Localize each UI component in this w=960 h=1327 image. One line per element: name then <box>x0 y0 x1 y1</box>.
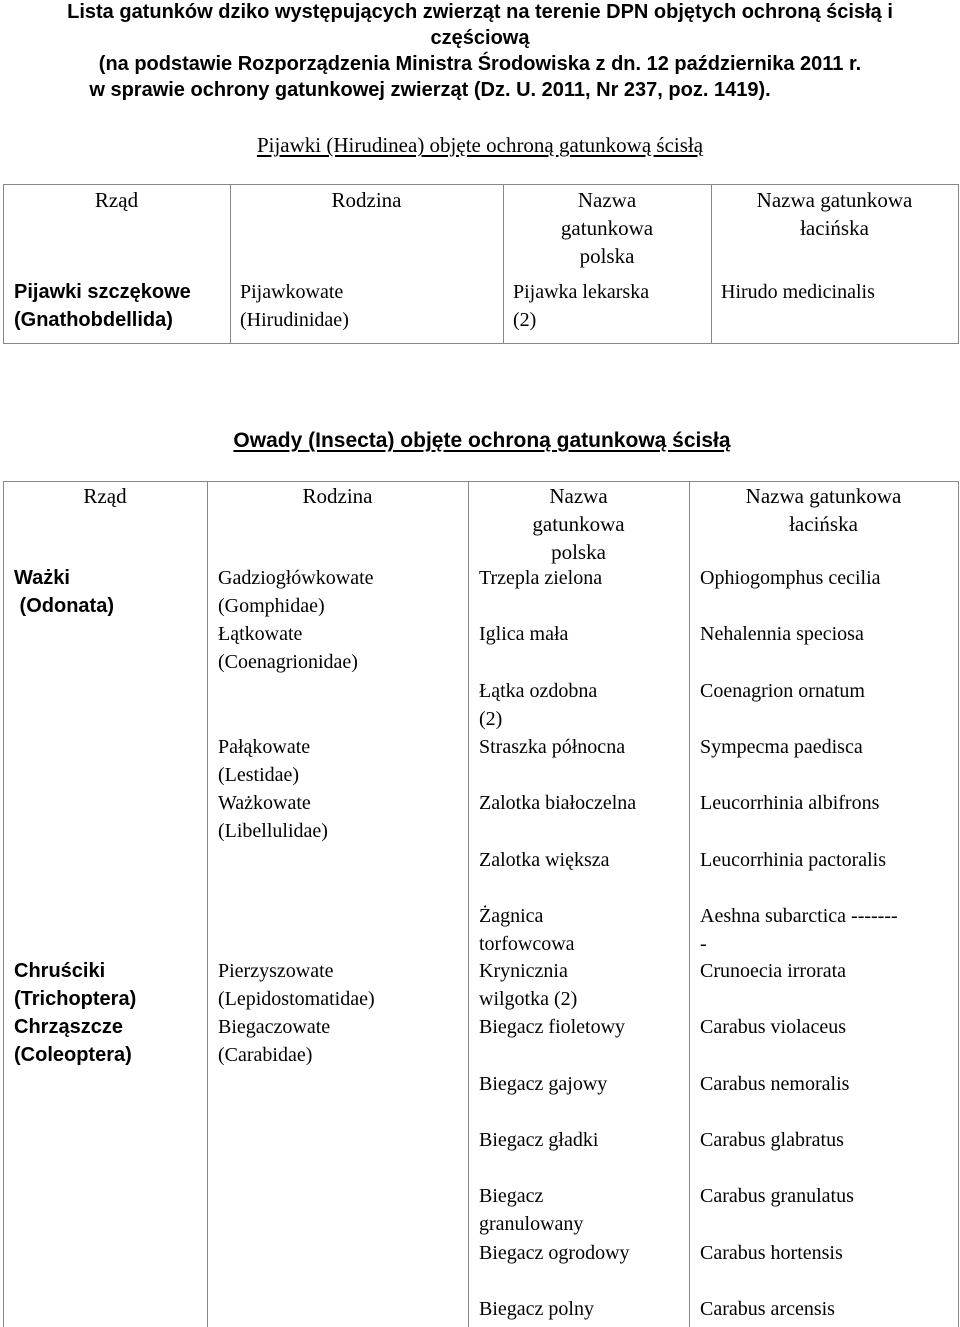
hirudinea-section-title: Pijawki (Hirudinea) objęte ochroną gatunkową ścisłą <box>256 133 704 157</box>
species-latin: Nehalennia speciosa <box>700 623 864 645</box>
species-polish: Biegacz fioletowy <box>479 1016 626 1038</box>
insecta-header-polish-1: Nazwa <box>549 484 608 508</box>
species-latin: Carabus hortensis <box>700 1242 843 1264</box>
species-latin: Carabus nemoralis <box>700 1073 850 1095</box>
family-libellulidae-1: Ważkowate <box>218 792 311 814</box>
species-polish: Biegacz polny <box>479 1298 594 1320</box>
insecta-header-latin-2: łacińska <box>789 512 858 536</box>
species-latin: Carabus granulatus <box>700 1185 854 1207</box>
hirudinea-header-latin-2: łacińska <box>800 216 869 240</box>
family-gomphidae-2: (Gomphidae) <box>218 595 325 617</box>
hirudinea-family-2: (Hirudinidae) <box>240 309 349 331</box>
species-latin: Leucorrhinia pactoralis <box>700 849 887 871</box>
hirudinea-polish-2: (2) <box>513 309 537 331</box>
hirudinea-latin: Hirudo medicinalis <box>721 281 875 303</box>
species-polish: Zalotka białoczelna <box>479 792 637 814</box>
family-lepidostomatidae-1: Pierzyszowate <box>218 960 334 982</box>
doc-title-line-2: częściową <box>430 27 530 49</box>
family-lestidae-2: (Lestidae) <box>218 764 300 786</box>
species-latin-2: - <box>700 933 707 955</box>
species-latin: Aeshna subarctica ------- <box>700 905 898 927</box>
insecta-header-order: Rząd <box>83 484 127 508</box>
species-latin: Leucorrhinia albifrons <box>700 792 880 814</box>
species-polish-2: torfowcowa <box>479 933 575 955</box>
hirudinea-header-polish-2: gatunkowa <box>560 216 654 240</box>
species-polish: Biegacz gładki <box>479 1129 599 1151</box>
hirudinea-order-1: Pijawki szczękowe <box>14 281 191 303</box>
insecta-header-latin-1: Nazwa gatunkowa <box>745 484 902 508</box>
species-polish-2: granulowany <box>479 1213 584 1235</box>
species-polish: Żagnica <box>479 905 544 927</box>
family-gomphidae-1: Gadziogłówkowate <box>218 567 374 589</box>
species-latin: Sympecma paedisca <box>700 736 863 758</box>
hirudinea-family-1: Pijawkowate <box>240 281 344 303</box>
hirudinea-header-polish-1: Nazwa <box>577 188 637 212</box>
insecta-order-trichoptera-2: (Trichoptera) <box>14 988 137 1010</box>
species-latin: Coenagrion ornatum <box>700 680 865 702</box>
doc-title-line-3: (na podstawie Rozporządzenia Ministra Środowiska z dn. 12 października 2011 r. <box>98 53 862 75</box>
family-coenagrionidae-2: (Coenagrionidae) <box>218 651 358 673</box>
hirudinea-header-latin-1: Nazwa gatunkowa <box>756 188 913 212</box>
species-polish: Krynicznia <box>479 960 568 982</box>
insecta-header-family: Rodzina <box>302 484 373 508</box>
species-polish: Zalotka większa <box>479 849 610 871</box>
hirudinea-order-2: (Gnathobdellida) <box>14 309 173 331</box>
insecta-order-coleoptera-2: (Coleoptera) <box>14 1044 132 1066</box>
hirudinea-polish-1: Pijawka lekarska <box>513 281 650 303</box>
family-lestidae-1: Pałąkowate <box>218 736 311 758</box>
doc-title-line-4: w sprawie ochrony gatunkowej zwierząt (Dz. U. 2011, Nr 237, poz. 1419). <box>89 79 771 101</box>
species-polish-2: wilgotka (2) <box>479 988 578 1010</box>
species-polish: Łątka ozdobna <box>479 680 598 702</box>
hirudinea-header-polish-3: polska <box>579 244 635 268</box>
family-lepidostomatidae-2: (Lepidostomatidae) <box>218 988 375 1010</box>
species-polish-note: (2) <box>479 708 503 730</box>
hirudinea-header-family: Rodzina <box>331 188 402 212</box>
insecta-order-odonata-1: Ważki <box>14 567 70 589</box>
insecta-header-polish-2: gatunkowa <box>532 512 625 536</box>
species-latin: Carabus glabratus <box>700 1129 844 1151</box>
species-latin: Ophiogomphus cecilia <box>700 567 881 589</box>
species-polish: Straszka północna <box>479 736 626 758</box>
species-latin: Carabus arcensis <box>700 1298 835 1320</box>
insecta-order-trichoptera-1: Chruściki <box>14 960 106 982</box>
doc-title-line-1: Lista gatunków dziko występujących zwierząt na terenie DPN objętych ochroną ścisłą i <box>67 1 893 23</box>
insecta-order-coleoptera-1: Chrząszcze <box>14 1016 123 1038</box>
insecta-section-title: Owady (Insecta) objęte ochroną gatunkową ścisłą <box>233 429 731 452</box>
species-polish: Biegacz <box>479 1185 544 1207</box>
family-carabidae-1: Biegaczowate <box>218 1016 331 1038</box>
species-polish: Iglica mała <box>479 623 569 645</box>
family-coenagrionidae-1: Łątkowate <box>218 623 303 645</box>
family-carabidae-2: (Carabidae) <box>218 1044 313 1066</box>
species-polish: Trzepla zielona <box>479 567 603 589</box>
insecta-order-odonata-2: (Odonata) <box>14 595 114 617</box>
species-polish: Biegacz gajowy <box>479 1073 608 1095</box>
insecta-header-polish-3: polska <box>551 540 606 564</box>
species-latin: Carabus violaceus <box>700 1016 847 1038</box>
species-polish: Biegacz ogrodowy <box>479 1242 630 1264</box>
hirudinea-header-order: Rząd <box>94 188 139 212</box>
family-libellulidae-2: (Libellulidae) <box>218 820 328 842</box>
species-latin: Crunoecia irrorata <box>700 960 847 982</box>
